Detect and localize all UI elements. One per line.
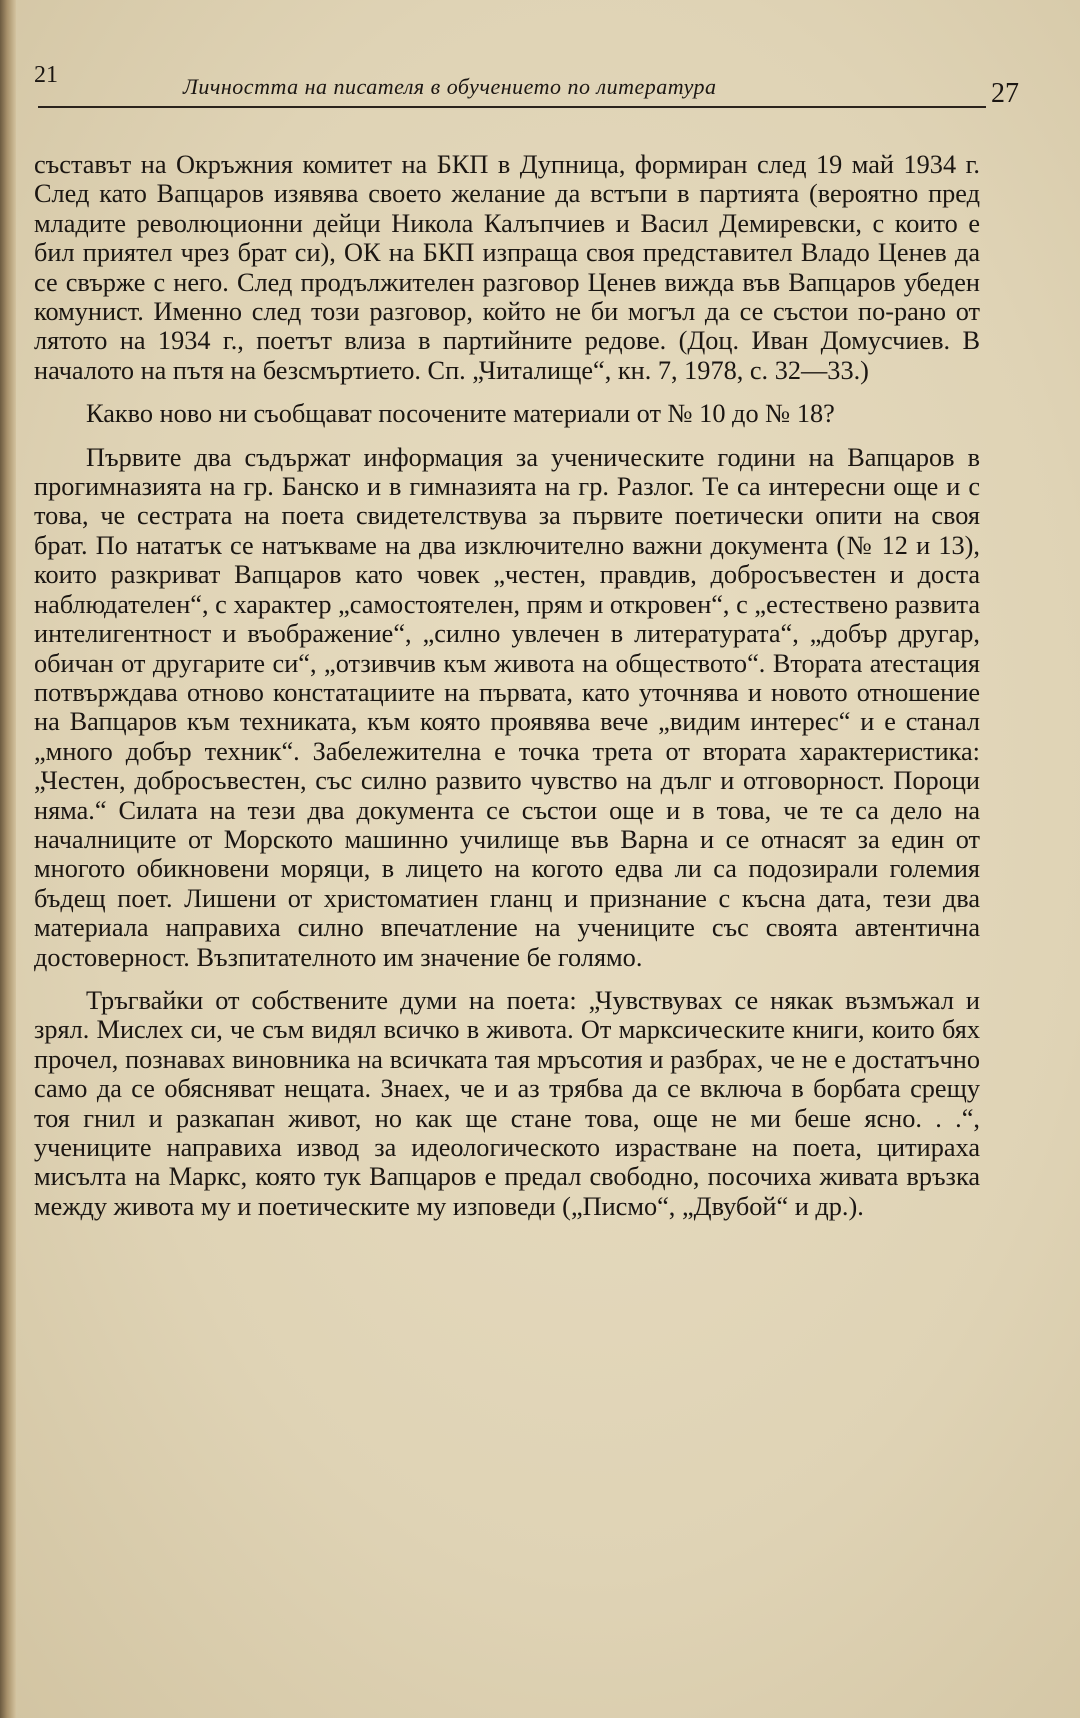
- running-title: Личността на писателя в обучението по литература: [183, 74, 717, 99]
- body-text: [34, 150, 980, 1235]
- folio-number: 21: [34, 62, 58, 88]
- binding-edge: [0, 0, 16, 1718]
- paragraph-question: Какво ново ни съобщават посочените материали от № 10 до № 18?: [86, 399, 835, 429]
- paragraph-poet-quote: Тръгвайки от собствените думи на поета: „Чувствувах се някак възмъжал и зрял. Мислех си, че съм видял всичко в живота. От марксическите книги, които бях прочел, познавах виновника на всичката тая мръсотия и разбрах, че не е достатъчно само да се обясняват нещата. Знаех, че и аз трябва да се включа в борбата срещу тоя гнил и разкапан живот, но как ще стане това, още не ми беше ясно. . .“, учениците направиха извод за идеологическото израстване на поета, цитираха мисълта на Маркс, която тук Вапцаров е предал свободно, посочиха живата връзка между живота му и поетическите му изповеди („Писмо“, „Двубой“ и др.).: [34, 985, 980, 1221]
- header-rule: [38, 106, 986, 108]
- paragraph-documents: Първите два съдържат информация за ученическите години на Вапцаров в прогимназията на гр. Банско и в гимназията на гр. Разлог. Те са интересни още и с това, че сестрата на поета свидетелствува за първите поетически опити на своя брат. По нататък се натъкваме на два изключително важни документа (№ 12 и 13), които разкриват Вапцаров като човек „честен, правдив, добросъвестен и доста наблюдателен“, с характер „самостоятелен, прям и откровен“, с „естествено развита интелигентност и въображение“, „силно увлечен в литературата“, „добър другар, обичан от другарите си“, „отзивчив към живота на обществото“. Втората атестация потвърждава отново констатациите на първата, като уточнява и новото отношение на Вапцаров към техниката, към която проявява вече „видим интерес“ и е станал „много добър техник“. Забележителна е точка трета от втората характеристика: „Честен, добросъвестен, със силно развито чувство на дълг и отговорност. Пороци няма.“ Силата на тези два документа се състои още и в това, че те са дело на началниците от Морското машинно училище във Варна и се отнасят за един от многото обикновени моряци, в лицето на когото едва ли са подозирали големия бъдещ поет. Лишени от христоматиен гланц и признание с късна дата, тези два материала направиха силно впечатление на учениците със своята автентична достоверност. Възпитателното им значение бе голямо.: [34, 442, 980, 972]
- page-header: [28, 58, 1033, 109]
- paragraph-continuation: съставът на Окръжния комитет на БКП в Дупница, формиран след 19 май 1934 г. След като Вапцаров изявява своето желание да встъпи в партията (вероятно пред младите революционни дейци Никола Калъпчиев и Васил Демиревски, с които е бил приятел чрез брат си), ОК на БКП изпраща своя представител Владо Ценев да се свърже с него. След продължителен разговор Ценев вижда във Вапцаров убеден комунист. Именно след този разговор, който не би могъл да се състои по-рано от лятото на 1934 г., поетът влиза в партийните редове. (Доц. Иван Домусчиев. В началото на пътя на безсмъртието. Сп. „Читалище“, кн. 7, 1978, с. 32—33.): [34, 150, 980, 385]
- page-number: 27: [991, 78, 1019, 109]
